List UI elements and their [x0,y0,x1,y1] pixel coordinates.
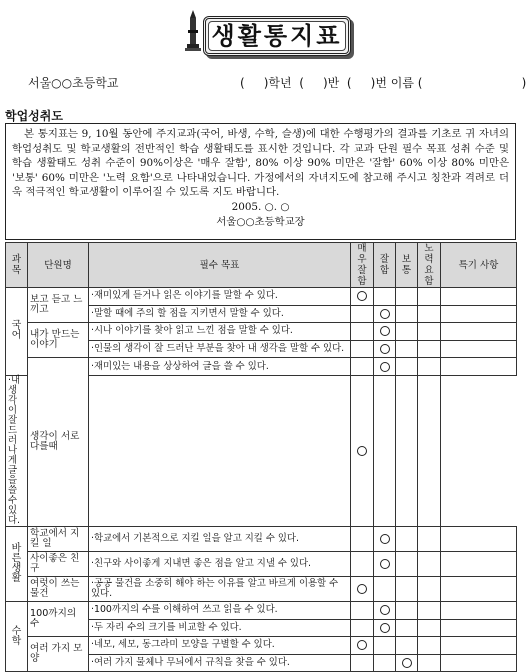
achievement-table [5,242,517,672]
section-title: 학업성취도 [5,109,63,123]
header-subject: 과목 [6,243,28,288]
check-circle-mark [380,605,390,615]
header-effort: 노력 요함 [418,243,441,288]
goal-cell: ·인물의 생각이 잘 드러난 부분을 찾아 내 생각을 말할 수 있다. [89,340,351,358]
check-circle-mark [380,362,390,372]
notes-cell [418,375,441,526]
achievement-mark-cell [396,358,418,376]
table-row [6,601,517,619]
achievement-mark-cell [374,323,396,341]
achievement-mark-cell [351,601,374,619]
check-circle-mark [357,446,367,456]
goal-cell: ·시나 이야기를 찾아 읽고 느낀 점을 말할 수 있다. [89,323,351,341]
achievement-mark-cell [374,358,396,376]
check-circle-mark [402,658,412,668]
subject-cell: 수학 [6,601,28,671]
unit-cell: 보고 듣고 느끼고 [28,288,89,323]
table-row [6,358,517,376]
check-circle-mark [380,534,390,544]
achievement-mark-cell [418,340,441,358]
achievement-mark-cell [351,619,374,637]
achievement-mark-cell [351,551,374,576]
achievement-mark-cell [374,340,396,358]
achievement-mark-cell [418,637,441,655]
unit-cell: 여럿이 쓰는 물건 [28,576,89,601]
achievement-mark-cell [374,637,396,655]
goal-cell: ·100까지의 수를 이해하여 쓰고 읽을 수 있다. [89,601,351,619]
issue-date: 2005. ○. ○ [231,200,290,213]
goal-cell: ·두 자리 수의 크기를 비교할 수 있다. [89,619,351,637]
table-row [6,551,517,576]
unit-cell: 사이좋은 친구 [28,551,89,576]
header-excellent: 매우 잘함 [351,243,374,288]
achievement-mark-cell [351,358,374,376]
title-text: 생활통지표 [208,21,346,51]
achievement-mark-cell [351,375,374,526]
achievement-mark-cell [351,288,374,306]
achievement-mark-cell [396,619,418,637]
unit-cell: 내가 만드는 이야기 [28,323,89,358]
achievement-mark-cell [351,637,374,655]
intro-paragraph: 본 통지표는 9, 10월 동안에 주지교과(국어, 바생, 수학, 슬생)에 대한 수행평가의 결과를 기초로 귀 자녀의 학업성취도 및 학교생활의 전반적인 학습 생활태도를 표시한 것입니다. 각 교과 단원 필수 목표 성취 수준 및 학습 생활태도 성취 수준이 90%이상은 '매우 잘함', 80% 이상 90% 미만은 '잘함' 60% 이상 80% 미만은 '보통' 60% 미만은 '노력 요함'으로 나타내었습니다. 가정에서의 자녀지도에 참고해 주시고 칭찬과 격려로 더욱 적극적인 학교생활이 이루어질 수 있도록 지도 바랍니다. [12,128,509,199]
notes-cell [441,576,517,601]
unit-cell: 생각이 서로 다를때 [28,358,89,527]
achievement-mark-cell [418,654,441,672]
check-circle-mark [357,584,367,594]
notes-cell [441,654,517,672]
unit-cell: 여러 가지 모양 [28,637,89,672]
notes-cell [441,305,517,323]
achievement-mark-cell [418,601,441,619]
header-average: 보통 [396,243,418,288]
goal-cell: ·친구와 사이좋게 지내면 좋은 점을 알고 지낼 수 있다. [89,551,351,576]
check-circle-mark [380,559,390,569]
unit-cell: 100까지의 수 [28,601,89,636]
achievement-mark-cell [396,288,418,306]
achievement-mark-cell [418,323,441,341]
achievement-mark-cell [374,551,396,576]
achievement-mark-cell [351,654,374,672]
goal-cell: ·말할 때에 주의 할 점을 지키면서 말할 수 있다. [89,305,351,323]
achievement-mark-cell [418,576,441,601]
achievement-mark-cell [374,288,396,306]
achievement-mark-cell [396,375,418,526]
goal-cell: ·공공 물건을 소중히 해야 하는 이유를 알고 바르게 이용할 수 있다. [89,576,351,601]
header-unit: 단원명 [28,243,89,288]
achievement-mark-cell [396,637,418,655]
notes-cell [441,526,517,551]
notes-cell [441,601,517,619]
achievement-mark-cell [418,288,441,306]
student-fields: ( )학년 ( )반 ( )번 이름 ( ) [240,76,526,90]
table-row [6,288,517,306]
achievement-mark-cell [396,576,418,601]
check-circle-mark [380,309,390,319]
header-good: 잘함 [374,243,396,288]
goal-cell: ·여러 가지 물체나 무늬에서 규칙을 찾을 수 있다. [89,654,351,672]
achievement-mark-cell [418,358,441,376]
achievement-mark-cell [374,654,396,672]
achievement-mark-cell [374,305,396,323]
subject-cell: 바른 생활 [6,526,28,601]
achievement-mark-cell [351,323,374,341]
achievement-mark-cell [418,526,441,551]
achievement-mark-cell [374,576,396,601]
check-circle-mark [380,344,390,354]
achievement-mark-cell [89,375,351,526]
header-notes: 특기 사항 [441,243,517,288]
school-name: 서울○○초등학교 [28,76,119,90]
goal-cell: ·재미있는 내용을 상상하여 글을 쓸 수 있다. [89,358,351,376]
notes-cell [441,323,517,341]
goal-cell: ·재미있게 듣거나 읽은 이야기를 말할 수 있다. [89,288,351,306]
achievement-mark-cell [351,576,374,601]
header-goal: 필수 목표 [89,243,351,288]
achievement-mark-cell [396,526,418,551]
achievement-mark-cell [396,305,418,323]
table-row [6,576,517,601]
goal-cell: ·네모, 세모, 동그라미 모양을 구별할 수 있다. [89,637,351,655]
achievement-mark-cell [374,526,396,551]
pencil-icon [185,10,201,54]
achievement-mark-cell [396,340,418,358]
check-circle-mark [380,326,390,336]
achievement-mark-cell [374,375,396,526]
goal-cell: ·내 생각이 잘 드러나게 글을 쓸 수 있다. [6,375,28,526]
notes-cell [441,619,517,637]
principal-signature: 서울○○초등학교장 [216,215,305,228]
achievement-mark-cell [396,551,418,576]
subject-cell: 국어 [6,288,28,376]
check-circle-mark [357,640,367,650]
achievement-mark-cell [396,654,418,672]
unit-cell: 학교에서 지킬 일 [28,526,89,551]
table-row [6,637,517,655]
table-header-row [6,243,517,288]
check-circle-mark [357,291,367,301]
achievement-mark-cell [396,323,418,341]
intro-box [5,123,516,240]
achievement-mark-cell [396,601,418,619]
check-circle-mark [380,623,390,633]
report-card-title [203,16,351,56]
achievement-mark-cell [351,526,374,551]
goal-cell: ·학교에서 기본적으로 지킬 일을 알고 지킬 수 있다. [89,526,351,551]
achievement-mark-cell [374,601,396,619]
achievement-mark-cell [351,305,374,323]
achievement-mark-cell [351,340,374,358]
table-row [6,323,517,341]
achievement-mark-cell [418,305,441,323]
notes-cell [441,358,517,376]
achievement-mark-cell [418,551,441,576]
table-row [6,526,517,551]
notes-cell [441,288,517,306]
table-body [6,288,517,672]
achievement-mark-cell [374,619,396,637]
achievement-mark-cell [418,619,441,637]
notes-cell [441,637,517,655]
notes-cell [441,340,517,358]
notes-cell [441,551,517,576]
